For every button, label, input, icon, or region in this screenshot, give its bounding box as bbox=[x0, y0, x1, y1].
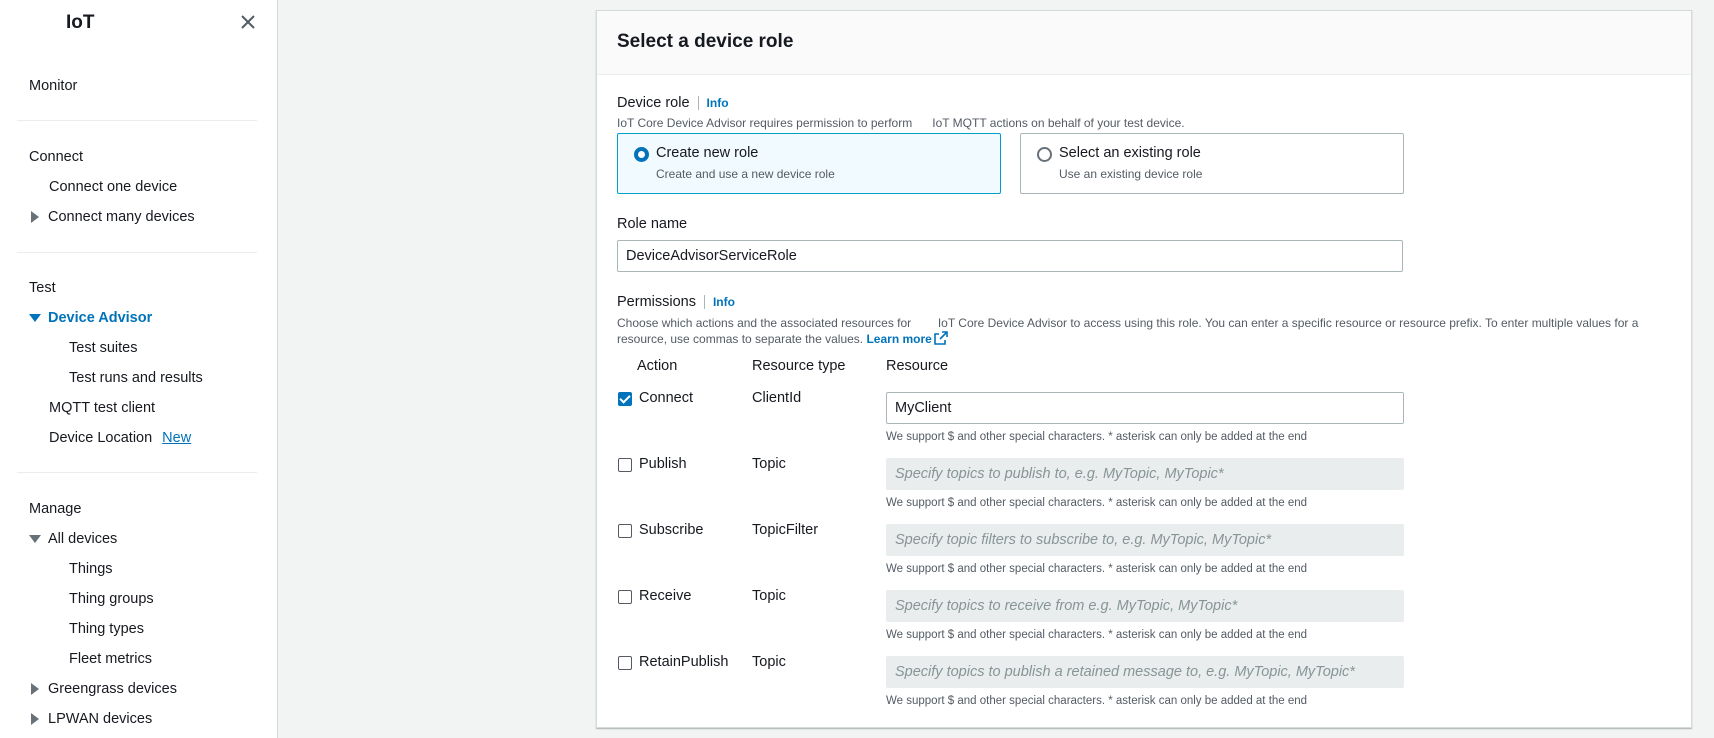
nav-monitor[interactable]: Monitor bbox=[29, 78, 78, 94]
resource-type-topicfilter: TopicFilter bbox=[752, 522, 819, 538]
nav-section-manage: Manage bbox=[29, 501, 82, 517]
nav-things[interactable]: Things bbox=[69, 561, 113, 577]
service-title: IoT bbox=[66, 12, 95, 33]
nav-all-devices[interactable]: All devices bbox=[48, 531, 118, 547]
external-link-icon bbox=[934, 331, 948, 345]
action-receive: Receive bbox=[639, 588, 692, 604]
nav-fleet-metrics[interactable]: Fleet metrics bbox=[69, 651, 152, 667]
radio-unselected[interactable] bbox=[1037, 147, 1052, 162]
action-connect: Connect bbox=[639, 390, 694, 406]
resource-type-topic: Topic bbox=[752, 654, 786, 670]
resource-hint: We support $ and other special characters. * asterisk can only be added at the end bbox=[886, 431, 1308, 443]
publish-resource-input[interactable] bbox=[886, 458, 1404, 490]
divider bbox=[17, 120, 257, 121]
permissions-description-line2 bbox=[617, 331, 948, 347]
panel-header bbox=[597, 11, 1691, 75]
nav-device-location[interactable] bbox=[49, 430, 191, 446]
nav-test-runs-results[interactable]: Test runs and results bbox=[69, 370, 203, 386]
column-header-action: Action bbox=[637, 358, 678, 374]
resource-type-topic: Topic bbox=[752, 456, 786, 472]
action-retainpublish: RetainPublish bbox=[639, 654, 729, 670]
option-description: Create and use a new device role bbox=[656, 167, 835, 181]
select-existing-role-option[interactable] bbox=[1020, 133, 1404, 194]
permissions-description-line1: Choose which actions and the associated resources for IoT Core Device Advisor to access using this role. You can enter a specific resource or resource prefix. To enter multiple values for a bbox=[617, 316, 1639, 330]
receive-resource-input[interactable] bbox=[886, 590, 1404, 622]
nav-device-advisor[interactable]: Device Advisor bbox=[48, 310, 153, 326]
caret-right-icon[interactable] bbox=[31, 211, 39, 223]
device-role-description: IoT Core Device Advisor requires permission to perform IoT MQTT actions on behalf of your test device. bbox=[617, 116, 1185, 130]
resource-hint: We support $ and other special characters. * asterisk can only be added at the end bbox=[886, 563, 1308, 575]
device-role-label: Device role bbox=[617, 95, 690, 111]
learn-more-label: Learn more bbox=[866, 332, 932, 346]
close-icon[interactable] bbox=[238, 12, 258, 32]
publish-checkbox[interactable] bbox=[618, 458, 632, 472]
subscribe-resource-input[interactable] bbox=[886, 524, 1404, 556]
resource-type-clientid: ClientId bbox=[752, 390, 802, 406]
caret-right-icon[interactable] bbox=[31, 713, 39, 725]
caret-down-icon[interactable] bbox=[29, 314, 41, 322]
column-header-resource-type: Resource type bbox=[752, 358, 846, 374]
option-title: Create new role bbox=[656, 145, 759, 161]
connect-checkbox[interactable] bbox=[618, 392, 632, 406]
permissions-label-row bbox=[617, 294, 735, 310]
column-header-resource: Resource bbox=[886, 358, 949, 374]
permissions-description-text: resource, use commas to separate the values. bbox=[617, 332, 864, 346]
divider bbox=[17, 252, 257, 253]
resource-hint: We support $ and other special characters. * asterisk can only be added at the end bbox=[886, 497, 1308, 509]
nav-section-connect: Connect bbox=[29, 149, 84, 165]
retainpublish-resource-input[interactable] bbox=[886, 656, 1404, 688]
option-title: Select an existing role bbox=[1059, 145, 1201, 161]
subscribe-checkbox[interactable] bbox=[618, 524, 632, 538]
option-description: Use an existing device role bbox=[1059, 167, 1203, 181]
new-badge[interactable]: New bbox=[162, 430, 192, 446]
role-name-input[interactable] bbox=[617, 240, 1403, 272]
caret-down-icon[interactable] bbox=[29, 535, 41, 543]
nav-thing-types[interactable]: Thing types bbox=[69, 621, 144, 637]
nav-test-suites[interactable]: Test suites bbox=[69, 340, 138, 356]
retainpublish-checkbox[interactable] bbox=[618, 656, 632, 670]
receive-checkbox[interactable] bbox=[618, 590, 632, 604]
resource-hint: We support $ and other special characters. * asterisk can only be added at the end bbox=[886, 629, 1308, 641]
action-subscribe: Subscribe bbox=[639, 522, 704, 538]
device-role-label-row bbox=[617, 95, 729, 111]
create-new-role-option[interactable] bbox=[617, 133, 1001, 194]
nav-thing-groups[interactable]: Thing groups bbox=[69, 591, 154, 607]
nav-connect-one-device[interactable]: Connect one device bbox=[49, 179, 178, 195]
learn-more-link[interactable] bbox=[866, 332, 947, 346]
nav-greengrass-devices[interactable]: Greengrass devices bbox=[48, 681, 177, 697]
action-publish: Publish bbox=[639, 456, 687, 472]
radio-selected[interactable] bbox=[634, 147, 649, 162]
nav-mqtt-test-client[interactable]: MQTT test client bbox=[49, 400, 156, 416]
connect-resource-input[interactable] bbox=[886, 392, 1404, 424]
divider bbox=[17, 472, 257, 473]
resource-type-topic: Topic bbox=[752, 588, 786, 604]
permissions-info-link[interactable]: Info bbox=[704, 295, 735, 309]
nav-lpwan-devices[interactable]: LPWAN devices bbox=[48, 711, 153, 727]
role-name-label: Role name bbox=[617, 216, 688, 232]
device-role-info-link[interactable]: Info bbox=[698, 96, 729, 110]
resource-hint: We support $ and other special characters. * asterisk can only be added at the end bbox=[886, 695, 1308, 707]
nav-connect-many-devices[interactable]: Connect many devices bbox=[48, 209, 195, 225]
nav-device-location-label: Device Location bbox=[49, 430, 153, 446]
side-navigation bbox=[0, 0, 278, 738]
panel-title: Select a device role bbox=[617, 31, 794, 52]
permissions-label: Permissions bbox=[617, 294, 696, 310]
device-role-panel bbox=[596, 10, 1692, 728]
nav-section-test: Test bbox=[29, 280, 56, 296]
caret-right-icon[interactable] bbox=[31, 683, 39, 695]
